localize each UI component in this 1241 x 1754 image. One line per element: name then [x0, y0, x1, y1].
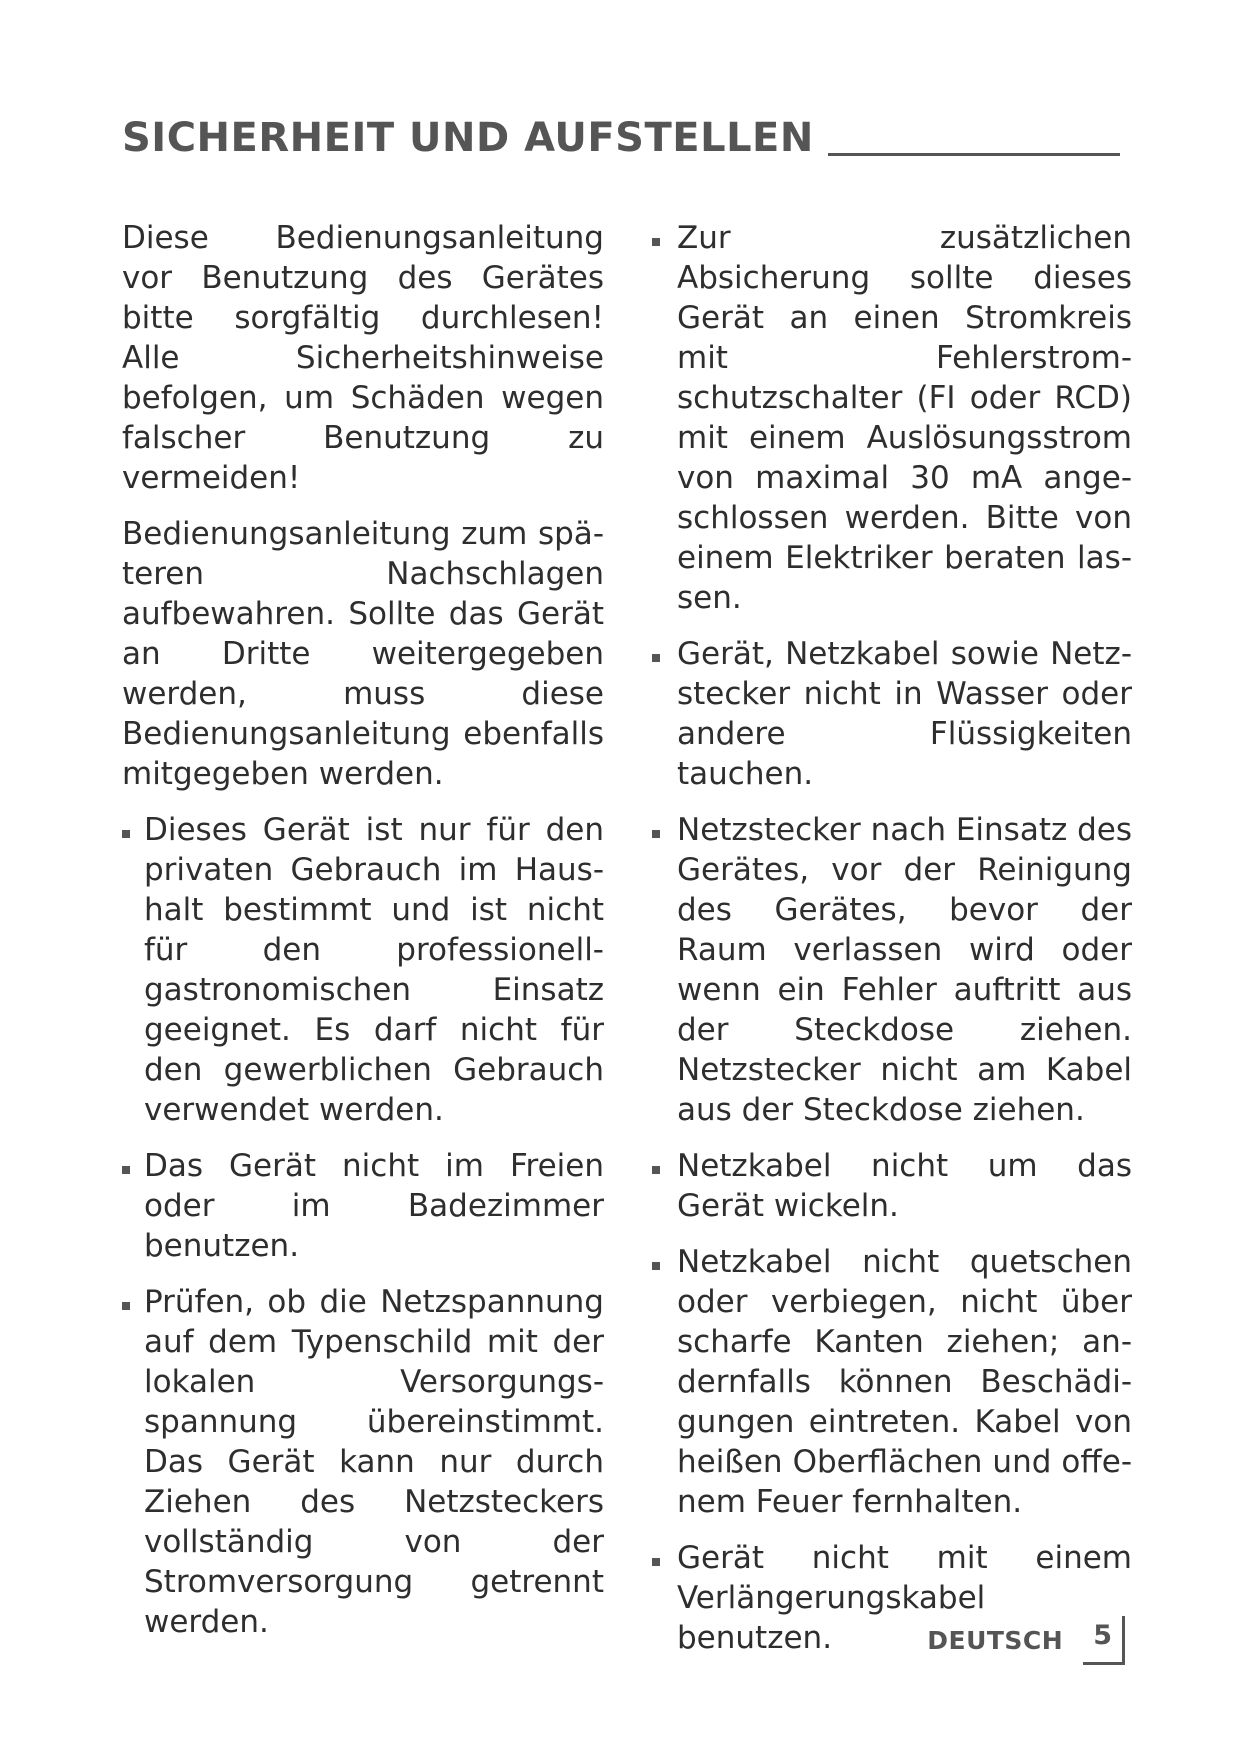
square-bullet-icon [652, 1262, 660, 1270]
page-title: SICHERHEIT UND AUFSTELLEN [122, 115, 814, 161]
square-bullet-icon [122, 1166, 130, 1174]
list-item [122, 1282, 604, 1642]
list-item [122, 1146, 604, 1266]
list-item [652, 1146, 1132, 1226]
list-item [652, 810, 1132, 1130]
list-item-text: Netzkabel nicht quetschen oder verbiegen, nicht über scharfe Kanten ziehen; andernfalls können Beschädigungen eintreten. Kabel von heißen Oberflächen und offenem Feuer fernhalten. [677, 1244, 1132, 1520]
square-bullet-icon [652, 1558, 660, 1566]
list-item [652, 634, 1132, 794]
square-bullet-icon [652, 238, 660, 246]
intro-paragraph: Diese Bedienungsanleitung vor Benutzung des Gerätes bitte sorgfältig durchlesen! Alle Sicherheitshinweise befolgen, um Schäden wegen falscher Benutzung zu vermeiden! [122, 220, 604, 496]
list-item [652, 218, 1132, 618]
section-header [122, 115, 1120, 161]
list-item-text: Prüfen, ob die Netzspannung auf dem Typenschild mit der lokalen Versorgungsspannung übereinstimmt. Das Gerät kann nur durch Ziehen des Netzsteckers vollständig von der Stromversorgung getrennt werden. [144, 1284, 604, 1640]
list-item-text: Zur zusätzlichen Absicherung sollte dieses Gerät an einen Stromkreis mit Fehlerstromschutzschalter (FI oder RCD) mit einem Auslösungsstrom von maximal 30 mA angeschlossen werden. Bitte von einem Elektriker beraten lassen. [677, 220, 1132, 616]
square-bullet-icon [652, 830, 660, 838]
page-footer [927, 1616, 1125, 1665]
list-item [652, 1242, 1132, 1522]
left-column [122, 218, 604, 1658]
left-bullet-list [122, 810, 604, 1642]
page-number: 5 [1083, 1616, 1125, 1665]
footer-language: DEUTSCH [927, 1626, 1064, 1655]
title-underline [828, 153, 1120, 156]
list-item [122, 810, 604, 1130]
list-item-text: Das Gerät nicht im Freien oder im Badezimmer benutzen. [144, 1148, 604, 1264]
square-bullet-icon [122, 1302, 130, 1310]
list-item-text: Gerät nicht mit einem Verlängerungskabel benutzen. [677, 1540, 1132, 1656]
list-item-text: Netzstecker nach Einsatz des Gerätes, vor der Reinigung des Gerätes, bevor der Raum verlassen wird oder wenn ein Fehler auftritt aus der Steckdose ziehen. Netzstecker nicht am Kabel aus der Steckdose ziehen. [677, 812, 1132, 1128]
list-item-text: Gerät, Netzkabel sowie Netzstecker nicht in Wasser oder andere Flüssigkeiten tauchen. [677, 636, 1132, 792]
square-bullet-icon [652, 1166, 660, 1174]
list-item-text: Netzkabel nicht um das Gerät wickeln. [677, 1148, 1132, 1224]
right-column [652, 218, 1132, 1674]
right-bullet-list [652, 218, 1132, 1658]
square-bullet-icon [122, 830, 130, 838]
storage-paragraph: Bedienungsanleitung zum späteren Nachschlagen aufbewahren. Sollte das Gerät an Dritte weitergegeben werden, muss diese Bedienungsanleitung ebenfalls mitgegeben werden. [122, 516, 604, 792]
square-bullet-icon [652, 654, 660, 662]
list-item-text: Dieses Gerät ist nur für den privaten Gebrauch im Haushalt bestimmt und ist nicht für den professionell-gastronomischen Einsatz geeignet. Es darf nicht für den gewerblichen Gebrauch verwendet werden. [144, 812, 604, 1128]
